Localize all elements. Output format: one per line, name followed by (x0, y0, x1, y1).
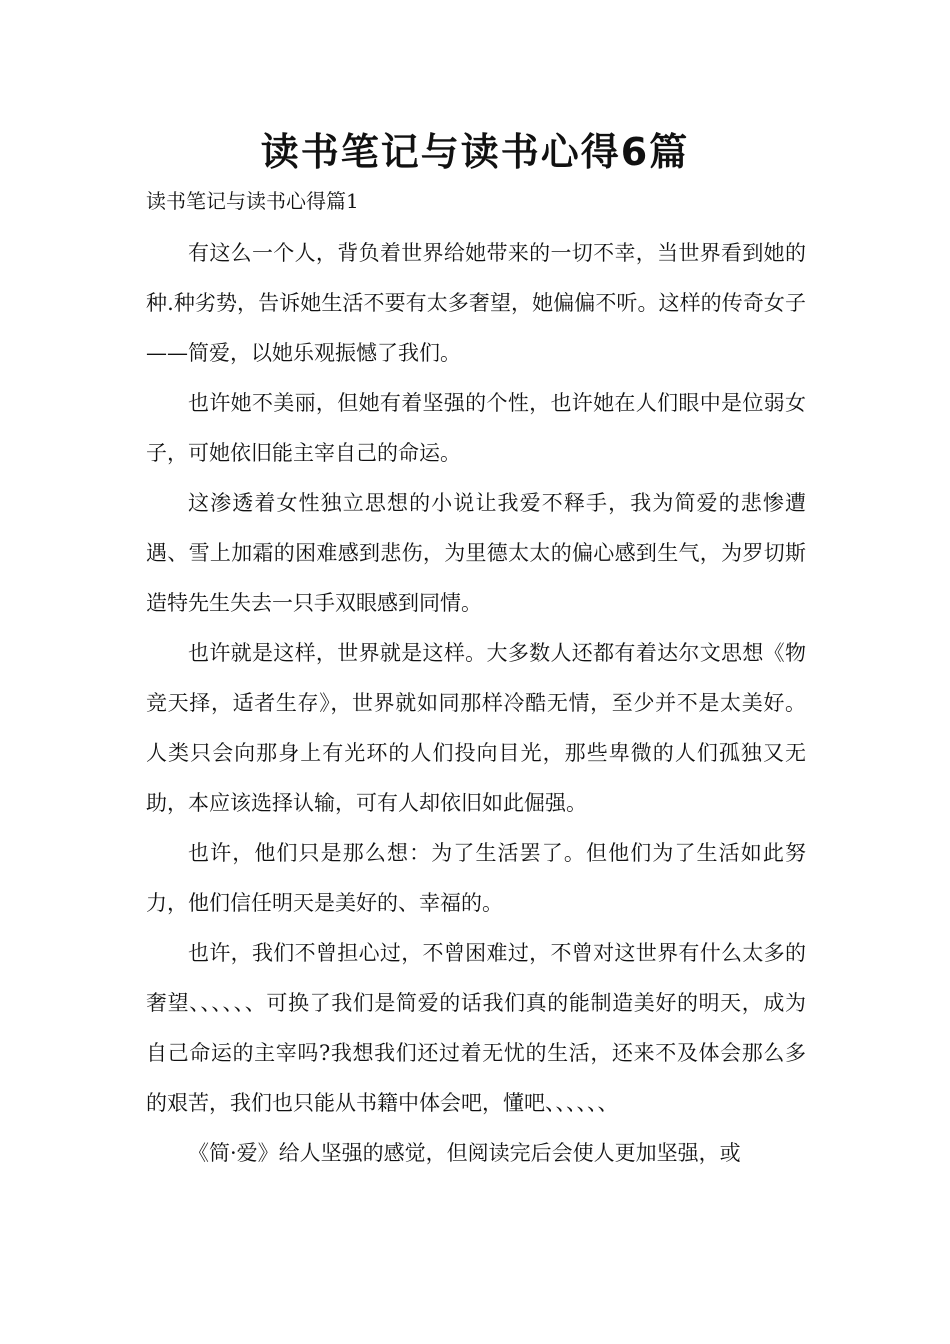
paragraph: 《简·爱》给人坚强的感觉，但阅读完后会使人更加坚强，或 (188, 1141, 741, 1165)
section-heading: 读书笔记与读书心得篇1 (146, 189, 359, 213)
document-title: 读书笔记与读书心得6篇 (260, 130, 690, 174)
paragraph: 有这么一个人，背负着世界给她带来的一切不幸，当世界看到她的种.种劣势，告诉她生活不要有太多奢望，她偏偏不听。这样的传奇女子——简爱，以她乐观振憾了我们。 (146, 241, 806, 365)
paragraph: 这渗透着女性独立思想的小说让我爱不释手，我为简爱的悲惨遭遇、雪上加霜的困难感到悲伤，为里德太太的偏心感到生气，为罗切斯造特先生失去一只手双眼感到同情。 (146, 491, 806, 615)
body-text (146, 228, 806, 1178)
paragraph: 也许，他们只是那么想：为了生活罢了。但他们为了生活如此努力，他们信任明天是美好的、幸福的。 (146, 841, 806, 915)
paragraph: 也许就是这样，世界就是这样。大多数人还都有着达尔文思想《物竞天择，适者生存》，世界就如同那样冷酷无情，至少并不是太美好。 人类只会向那身上有光环的人们投向目光，那些卑微的人们孤独又无助，本应该选择认输，可有人却依旧如此倔强。 (146, 641, 806, 815)
paragraph: 也许她不美丽，但她有着坚强的个性，也许她在人们眼中是位弱女子，可她依旧能主宰自己的命运。 (146, 391, 806, 465)
paragraph: 也许，我们不曾担心过，不曾困难过，不曾对这世界有什么太多的奢望、、、、、、可换了我们是简爱的话我们真的能制造美好的明天，成为自己命运的主宰吗?我想我们还过着无忧的生活，还来不及体会那么多的艰苦，我们也只能从书籍中体会吧，懂吧、、、、、、 (146, 941, 806, 1115)
